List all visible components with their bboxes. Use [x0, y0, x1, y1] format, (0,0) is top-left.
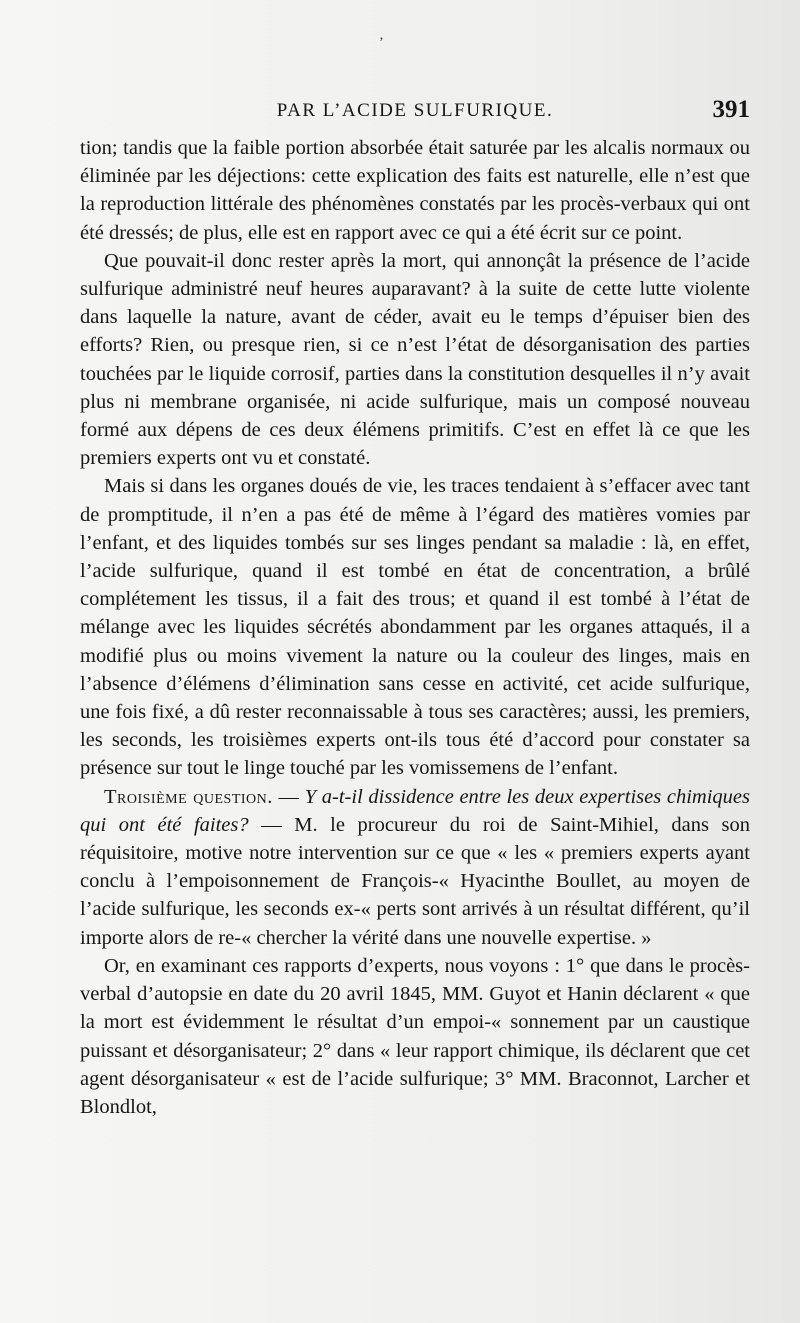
page-body [80, 134, 750, 1121]
page-number: 391 [712, 96, 750, 123]
paragraph-3: Mais si dans les organes doués de vie, les traces tendaient à s’effacer avec tant de promptitude, il n’en a pas été de même à l’égard des matières vomies par l’enfant, et des liquides tombés sur ses linges pendant sa maladie : là, en effet, l’acide sulfurique, quand il est tombé en état de concentration, a brûlé complétement les tissus, il a fait des trous; et quand il est tombé à l’état de mélange avec les liquides sécrétés abondamment par les organes attaqués, il a modifié plus ou moins vivement la nature ou la couleur des linges, mais en l’absence d’élémens d’élimination sans cesse en activité, cet acide sulfurique, une fois fixé, a dû rester reconnaissable à tous ses caractères; aussi, les premiers, les seconds, les troisièmes experts ont-ils tous été d’accord pour constater sa présence sur tout le linge touché par les vomissemens de l’enfant. [80, 475, 750, 780]
paragraph-1: tion; tandis que la faible portion absorbée était saturée par les alcalis normaux ou éliminée par les déjections: cette explication des faits est naturelle, elle n’est que la reproduction littérale des phénomènes constatés par les procès-verbaux qui ont été dressés; de plus, elle est en rapport avec ce qui a été écrit sur ce point. [80, 137, 750, 244]
page-speck: ‚ [379, 28, 384, 43]
section-question: Y a-t-il dissidence entre les deux expertises chimiques qui ont été faites? [80, 785, 750, 836]
paragraph-5: Or, en examinant ces rapports d’experts, nous voyons : 1° que dans le procès-verbal d’autopsie en date du 20 avril 1845, MM. Guyot et Hanin déclarent « que la mort est évidemment le résultat d’un empoi-« sonnement par un caustique puissant et désorganisateur; 2° dans « leur rapport chimique, ils déclarent que cet agent désorganisateur « est de l’acide sulfurique; 3° MM. Braconnot, Larcher et Blondlot, [80, 954, 750, 1118]
section-heading: Troisième question. [104, 785, 273, 808]
running-title: PAR L’ACIDE SULFURIQUE. [276, 100, 554, 121]
page-header [80, 96, 750, 130]
paragraph-2: Que pouvait-il donc rester après la mort, qui annonçât la présence de l’acide sulfurique administré neuf heures auparavant? à la suite de cette lutte violente dans laquelle la nature, avant de céder, avait eu le temps d’épuiser bien des efforts? Rien, ou presque rien, si ce n’est l’état de désorganisation des parties touchées par le liquide corrosif, parties dans la constitution desquelles il n’y avait plus ni membrane organisée, ni acide sulfurique, mais un composé nouveau formé aux dépens de ces deux élémens primitifs. C’est en effet là ce que les premiers experts ont vu et constaté. [80, 249, 750, 470]
heading-dash: — [272, 785, 305, 808]
paragraph-4-text: — M. le procureur du roi de Saint-Mihiel, dans son réquisitoire, motive notre intervention sur ce que « les « premiers experts ayant conclu à l’empoisonnement de François-« Hyacinthe Boullet, au moyen de l’acide sulfurique, les seconds ex-« perts sont arrivés à un résultat différent, qu’il importe alors de re-« chercher la vérité dans une nouvelle expertise. » [80, 813, 750, 949]
paragraph-4 [80, 783, 750, 952]
